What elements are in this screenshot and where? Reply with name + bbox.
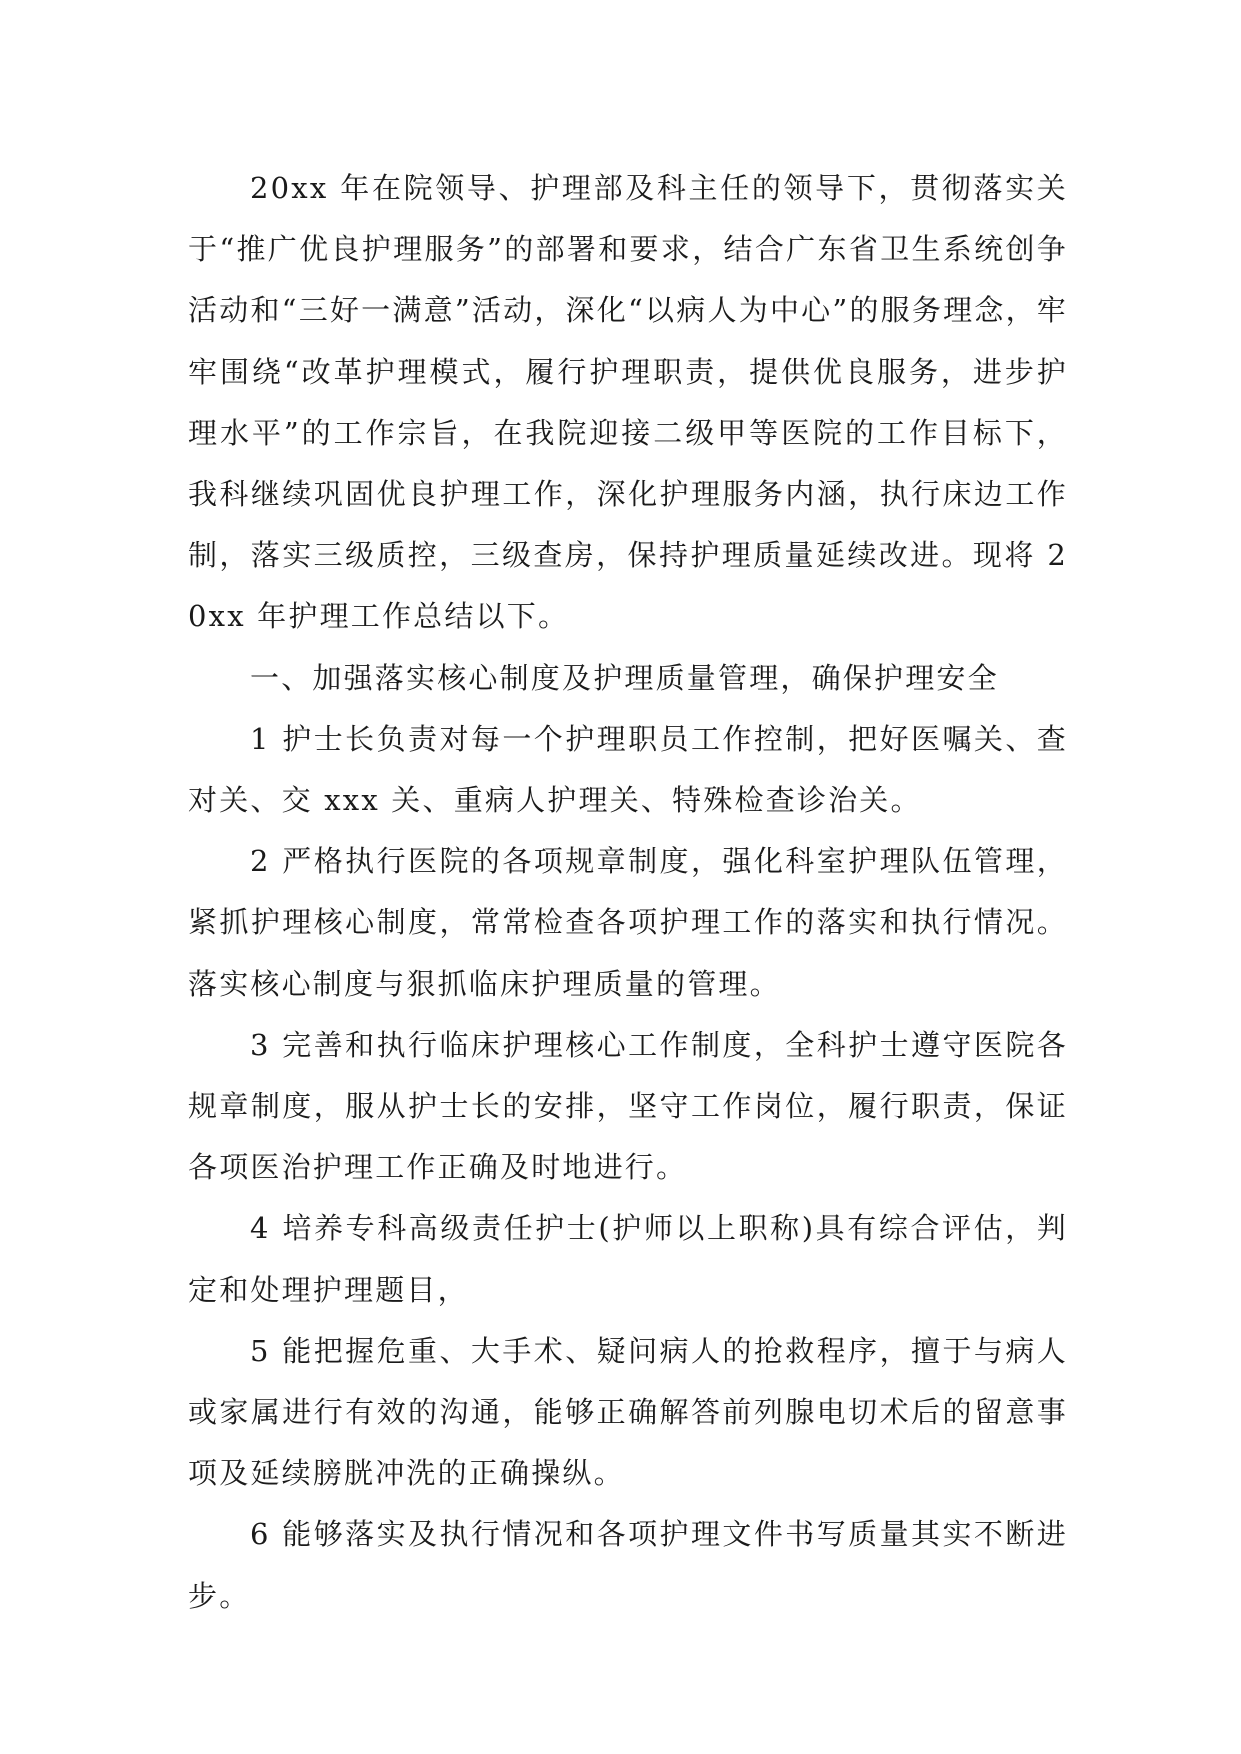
list-item-1: 1 护士长负责对每一个护理职员工作控制，把好医嘱关、查对关、交 xxx 关、重病人护理关、特殊检查诊治关。 xyxy=(188,721,1068,818)
list-item-4: 4 培养专科高级责任护士(护师以上职称)具有综合评估，判定和处理护理题目， xyxy=(188,1211,1068,1307)
list-item-5: 5 能把握危重、大手术、疑问病人的抢救程序，擅于与病人或家属进行有效的沟通，能够正确解答前列腺电切术后的留意事项及延续膀胱冲洗的正确操纵。 xyxy=(188,1333,1068,1491)
document-body xyxy=(188,158,1068,1627)
list-item-3: 3 完善和执行临床护理核心工作制度，全科护士遵守医院各规章制度，服从护士长的安排，坚守工作岗位，履行职责，保证各项医治护理工作正确及时地进行。 xyxy=(188,1027,1068,1185)
section-heading: 一、加强落实核心制度及护理质量管理，确保护理安全 xyxy=(250,660,999,695)
list-item-6: 6 能够落实及执行情况和各项护理文件书写质量其实不断进步。 xyxy=(188,1517,1068,1613)
list-item-2: 2 严格执行医院的各项规章制度，强化科室护理队伍管理，紧抓护理核心制度，常常检查各项护理工作的落实和执行情况。落实核心制度与狠抓临床护理质量的管理。 xyxy=(188,844,1068,1001)
intro-paragraph: 20xx 年在院领导、护理部及科主任的领导下，贯彻落实关于“推广优良护理服务”的部署和要求，结合广东省卫生系统创争活动和“三好一满意”活动，深化“以病人为中心”的服务理念，牢牢围绕“改革护理模式，履行护理职责，提供优良服务，进步护理水平”的工作宗旨，在我院迎接二级甲等医院的工作目标下，我科继续巩固优良护理工作，深化护理服务内涵，执行床边工作制，落实三级质控，三级查房，保持护理质量延续改进。现将 20xx 年护理工作总结以下。 xyxy=(188,171,1068,634)
